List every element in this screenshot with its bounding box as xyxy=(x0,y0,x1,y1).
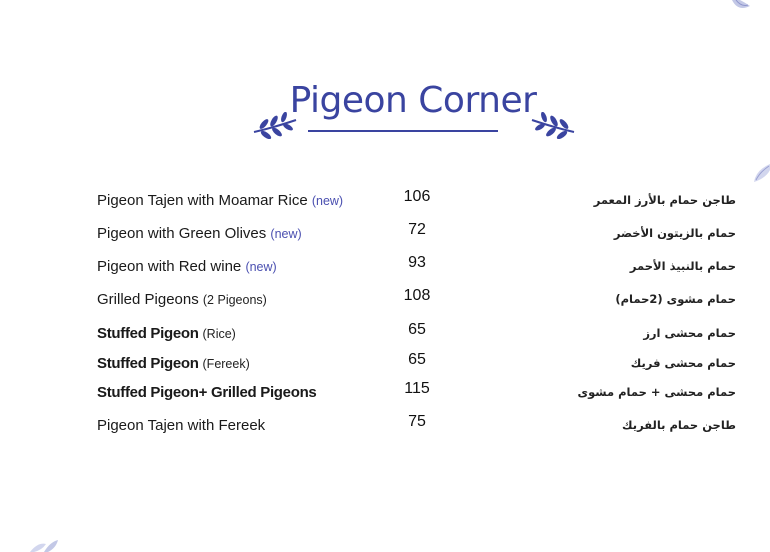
new-badge: (new) xyxy=(311,194,344,208)
leaf-decoration-icon xyxy=(730,0,752,10)
item-name-text: Pigeon with Red wine xyxy=(97,258,242,275)
new-badge: (new) xyxy=(270,227,302,241)
menu-row xyxy=(0,254,770,284)
leaf-decoration-icon xyxy=(752,160,770,184)
item-price: 115 xyxy=(404,380,430,397)
item-note: (Rice) xyxy=(202,327,236,341)
menu-row xyxy=(0,287,770,317)
item-name-text: Stuffed Pigeon xyxy=(97,355,199,372)
item-name-en xyxy=(97,258,277,275)
leaf-branch-icon xyxy=(252,112,300,140)
item-name-text: Pigeon Tajen with Moamar Rice xyxy=(97,192,308,209)
menu-row xyxy=(0,413,770,443)
item-name-ar: حمام محشى + حمام مشوى xyxy=(577,385,736,399)
menu-row xyxy=(0,221,770,251)
item-name-text: Grilled Pigeons xyxy=(97,291,199,308)
item-name-ar: حمام محشى ارز xyxy=(643,326,736,340)
item-name-text: Pigeon with Green Olives xyxy=(97,225,267,242)
item-name-en xyxy=(97,325,236,342)
menu-row xyxy=(0,188,770,218)
title-underline xyxy=(308,130,498,132)
page-title: Pigeon Corner xyxy=(289,80,537,121)
item-name-ar: حمام بالنبيذ الأحمر xyxy=(629,259,736,273)
item-note: (Fereek) xyxy=(202,357,250,371)
item-price: 93 xyxy=(408,254,426,271)
item-name-en xyxy=(97,355,250,372)
item-name-ar: حمام بالزيتون الأخضر xyxy=(613,226,736,240)
item-name-text: Pigeon Tajen with Fereek xyxy=(97,417,266,434)
item-price: 65 xyxy=(408,321,426,338)
item-price: 106 xyxy=(403,188,431,205)
menu-row xyxy=(0,321,770,351)
item-name-en xyxy=(97,384,316,401)
leaf-branch-icon xyxy=(528,112,576,140)
leaf-decoration-icon xyxy=(30,540,60,552)
item-price: 108 xyxy=(403,287,431,304)
menu-row xyxy=(0,380,770,410)
item-name-ar: طاجن حمام بالفريك xyxy=(622,418,736,432)
item-name-ar: حمام محشى فريك xyxy=(630,356,736,370)
item-note: (2 Pigeons) xyxy=(202,293,267,307)
item-name-text: Stuffed Pigeon+ Grilled Pigeons xyxy=(97,384,317,401)
item-name-ar: طاجن حمام بالأرز المعمر xyxy=(593,193,736,207)
item-name-ar: حمام مشوى (2حمام) xyxy=(615,292,736,306)
item-name-en xyxy=(97,192,343,209)
item-price: 75 xyxy=(408,413,426,430)
item-name-en xyxy=(97,417,265,434)
item-name-en xyxy=(97,291,267,308)
item-price: 72 xyxy=(408,221,426,238)
new-badge: (new) xyxy=(245,260,277,274)
menu-row xyxy=(0,351,770,381)
item-name-en xyxy=(97,225,302,242)
item-name-text: Stuffed Pigeon xyxy=(97,325,199,342)
item-price: 65 xyxy=(408,351,426,368)
